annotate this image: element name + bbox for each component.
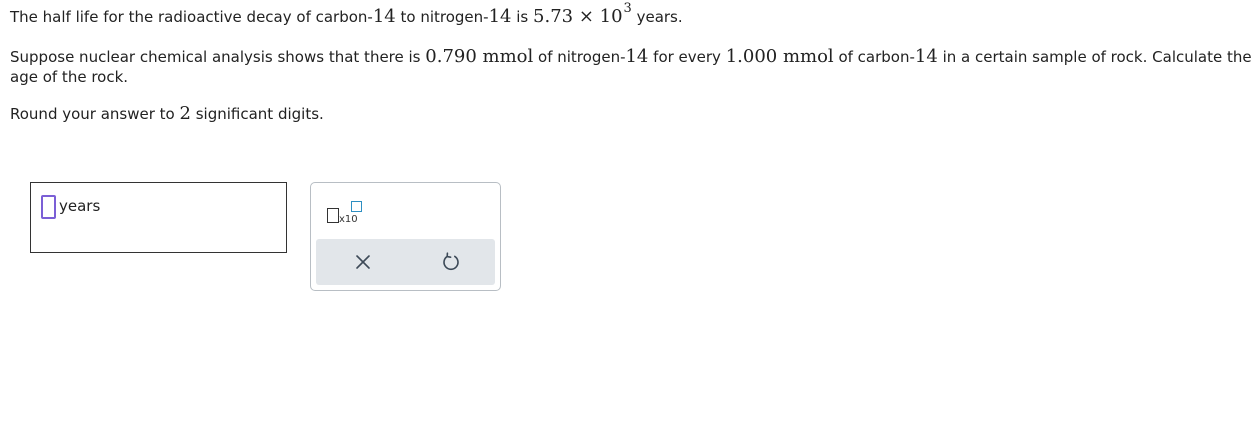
carbon-amount: 1.000 [725, 46, 778, 67]
nitrogen-amount: 0.790 [425, 46, 477, 67]
close-icon [351, 250, 375, 274]
question-line-3: age of the rock. [10, 68, 129, 86]
half-life-mantissa: 5.73 [533, 6, 574, 27]
clear-button[interactable] [351, 250, 375, 274]
times-symbol: × [573, 6, 600, 27]
question-text: significant digits. [190, 105, 324, 123]
answer-input[interactable] [41, 195, 56, 219]
unit-mmol: mmol [476, 46, 534, 67]
undo-icon [439, 250, 463, 274]
tool-bar [316, 239, 495, 285]
question-text: to nitrogen- [395, 8, 489, 26]
half-life-exponent: 3 [623, 1, 632, 16]
math-number: 14 [488, 6, 512, 27]
question-text: in a certain sample of rock. Calculate the [937, 48, 1252, 66]
question-text: for every [648, 48, 726, 66]
question-text: years. [631, 8, 683, 26]
tool-panel [310, 182, 501, 291]
question-text: is [511, 8, 534, 26]
answer-box [30, 182, 287, 253]
scientific-notation-button[interactable] [325, 200, 365, 226]
math-number: 14 [914, 46, 938, 67]
math-number: 14 [625, 46, 649, 67]
half-life-base: 10 [599, 6, 623, 27]
mantissa-placeholder [327, 208, 339, 223]
question-text: Suppose nuclear chemical analysis shows that there is [10, 48, 426, 66]
half-life-value [533, 1, 632, 27]
math-number: 14 [372, 6, 396, 27]
question-line-1 [10, 1, 683, 29]
unit-mmol: mmol [777, 46, 834, 67]
exponent-placeholder [351, 201, 362, 212]
rounding-instruction [10, 104, 324, 124]
significant-digits: 2 [179, 103, 191, 124]
answer-unit: years [59, 197, 101, 215]
x10-label: x10 [339, 214, 358, 225]
question-line-2 [10, 47, 1252, 67]
question-text: of nitrogen- [533, 48, 626, 66]
question-text: of carbon- [833, 48, 915, 66]
undo-button[interactable] [439, 250, 463, 274]
question-text: Round your answer to [10, 105, 180, 123]
question-text: The half life for the radioactive decay of carbon- [10, 8, 373, 26]
